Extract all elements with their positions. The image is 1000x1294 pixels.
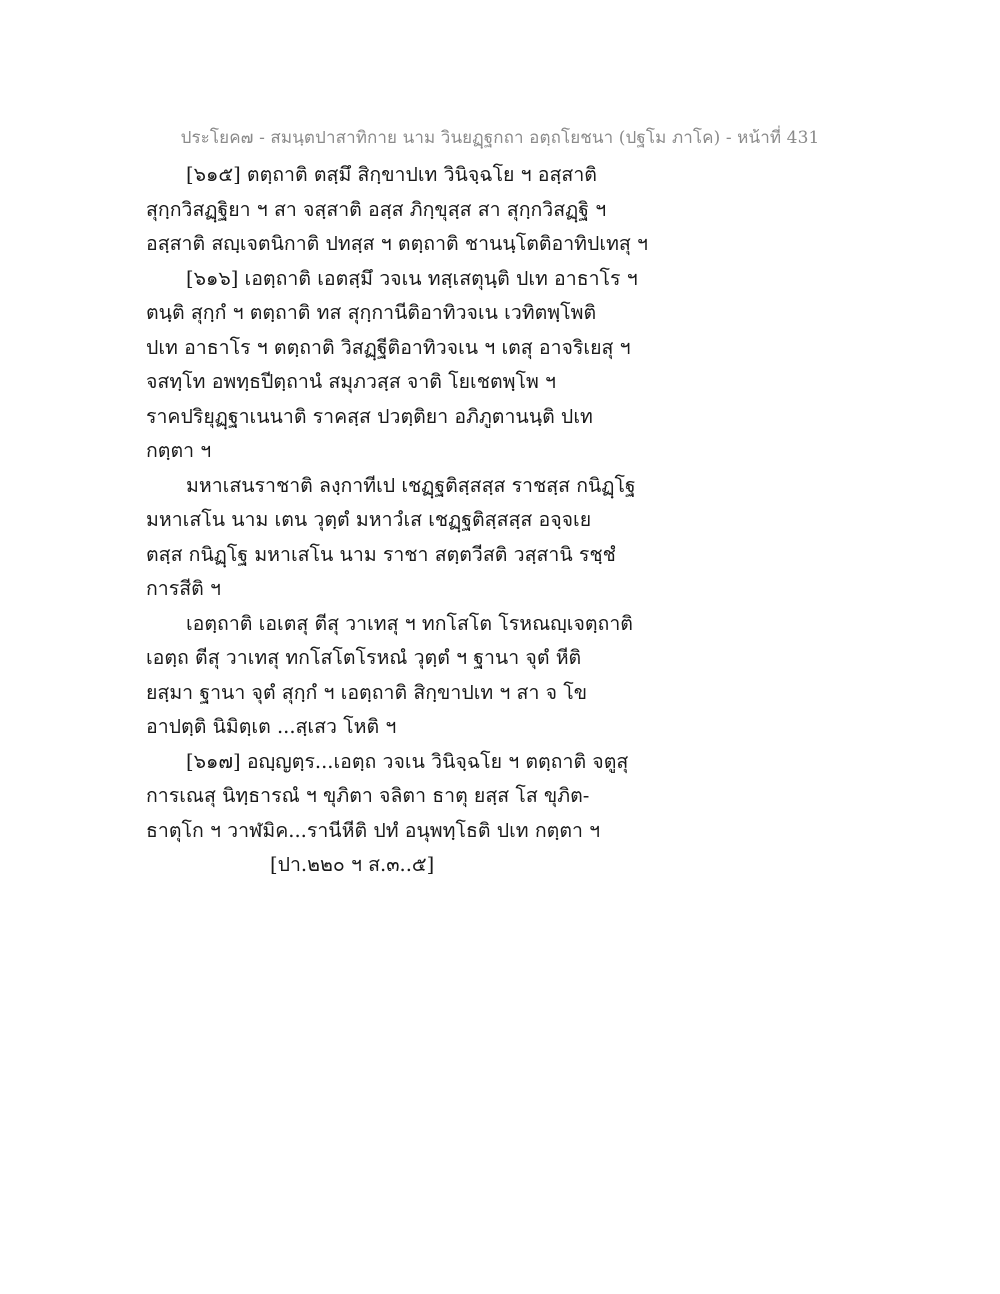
text-line: เอตฺถาติ เอเตสุ ตีสุ วาเทสุ ฯ ทกโสโต โรหณญฺเจตฺถาติ (186, 611, 633, 635)
text-line: การเณสุ นิทฺธารณํ ฯ ขุภิตา จลิตา ธาตุ ยสฺส โส ขุภิต- (146, 784, 590, 807)
text-line: ปเท อาธาโร ฯ ตตฺถาติ วิสฏฺฐีติอาทิวจเน ฯ เตสุ อาจริเยสุ ฯ (146, 335, 631, 359)
page-reference: [ปา.๒๒๐ ฯ ส.๓..๕] (270, 853, 435, 876)
text-line: อาปตฺติ นิมิตฺเต ...สฺเสว โหติ ฯ (146, 715, 397, 738)
text-line: การสีติ ฯ (146, 577, 221, 600)
text-line: [๖๑๖] เอตฺถาติ เอตสฺมึ วจเน ทสฺเสตุนฺติ ปเท อาธาโร ฯ (186, 266, 638, 290)
running-header: ประโยค๗ - สมนฺตปาสาทิกาย นาม วินยฏฺฐกถา อตฺถโยชนา (ปฐโม ภาโค) - หน้าที่ 431 (180, 128, 820, 148)
page-body (146, 158, 906, 883)
text-line: ราคปริยุฏฺฐาเนนาติ ราคสฺส ปวตฺติยา อภิภูตานนฺติ ปเท (146, 404, 593, 428)
text-line: [๖๑๕] ตตฺถาติ ตสฺมึ สิกฺขาปเท วินิจฺฉโย ฯ อสฺสาติ (186, 163, 597, 186)
text-line: เอตฺถ ตีสุ วาเทสุ ทกโสโตโรหณํ วุตฺตํ ฯ ฐานา จุตํ หีติ (146, 646, 582, 669)
text-line: สุกฺกวิสฏฺฐิยา ฯ สา จสฺสาติ อสฺส ภิกฺขุสฺส สา สุกฺกวิสฏฺฐิ ฯ (146, 197, 607, 221)
text-line: กตฺตา ฯ (146, 439, 212, 462)
text-line: จสทฺโท อพทฺธปีตฺถานํ สมุภวสฺส จาติ โยเชตพฺโพ ฯ (146, 370, 556, 393)
text-line: ตสฺส กนิฏฺโฐ มหาเสโน นาม ราชา สตฺตวีสติ วสฺสานิ รชฺชํ (146, 542, 616, 566)
text-line: ยสฺมา ฐานา จุตํ สุกฺกํ ฯ เอตฺถาติ สิกฺขาปเท ฯ สา จ โข (146, 680, 588, 704)
text-line: มหาเสนราชาติ ลงฺกาทีเป เชฏฺฐติสฺสสฺส ราชสฺส กนิฏฺโฐ (186, 473, 636, 497)
text-line: มหาเสโน นาม เตน วุตฺตํ มหาวํเส เชฏฺฐติสฺสสฺส อจฺจเย (146, 508, 592, 531)
text-line: ตนฺติ สุกฺกํ ฯ ตตฺถาติ ทส สุกฺกานีติอาทิวจเน เวทิตพฺโพติ (146, 301, 597, 324)
text-line: อสฺสาติ สญฺเจตนิกาติ ปทสฺส ฯ ตตฺถาติ ชานนฺโตติอาทิปเทสุ ฯ (146, 232, 648, 255)
text-line: [๖๑๗] อญฺญตฺร...เอตฺถ วจเน วินิจฺฉโย ฯ ตตฺถาติ จตูสุ (186, 749, 629, 773)
text-line: ธาตุโก ฯ วาฬมิค...รานีหีติ ปทํ อนุพทฺโธติ ปเท กตฺตา ฯ (146, 818, 601, 842)
